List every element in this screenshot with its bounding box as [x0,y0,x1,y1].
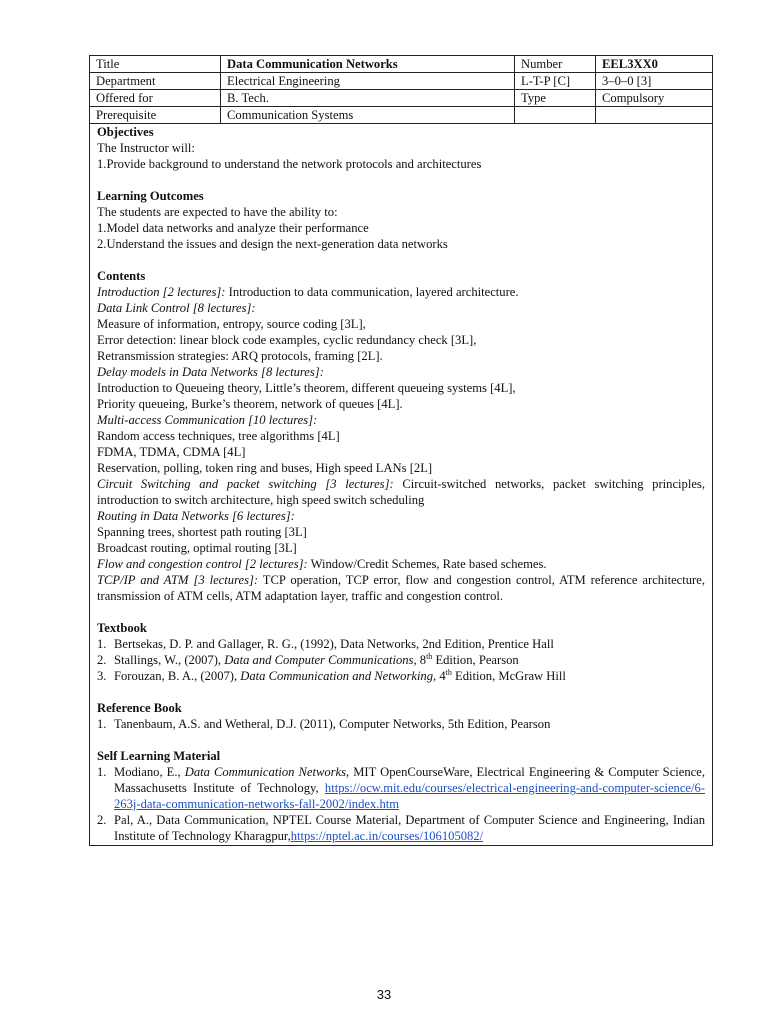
topic-title: Introduction [2 lectures]: [97,285,226,299]
title-label: Title [90,56,221,73]
course-body [90,124,712,845]
topic-text: TCP operation, TCP error, flow and congestion control, ATM reference architecture, transmission of ATM cells, ATM adaptation layer, traffic and congestion control. [97,573,705,603]
list-text: Modiano, E., Data Communication Networks, MIT OpenCourseWare, Electrical Engineering & Computer Science, Massachusetts Institute of Technology, https://ocw.mit.edu/courses/electrical-engineering-and-computer-science/6-263j-data-communication-networks-fall-2002/index.htm [114,765,705,811]
contents-intro [97,284,705,300]
contents-flow [97,556,705,572]
department-value: Electrical Engineering [221,73,515,90]
topic-line: Priority queueing, Burke’s theorem, network of queues [4L]. [97,397,403,411]
list-text: Forouzan, B. A., (2007), Data Communication and Networking, 4th Edition, McGraw Hill [114,667,566,683]
number-label: Number [515,56,596,73]
topic-text: Introduction to data communication, layered architecture. [225,285,519,299]
reference-heading: Reference Book [97,701,182,715]
table-row [90,90,712,107]
list-number: 2. [97,653,107,667]
list-number: 3. [97,669,107,683]
list-number: 2. [97,813,107,827]
topic-text: Circuit-switched networks, packet switching principles, introduction to switch architecture, high speed switch scheduling [97,477,705,507]
ltp-label: L-T-P [C] [515,73,596,90]
list-item [97,652,705,668]
contents-switching [97,476,705,508]
course-sheet [89,55,713,846]
topic-text: Window/Credit Schemes, Rate based schemes. [307,557,547,571]
list-item [97,764,705,812]
topic-line: Measure of information, entropy, source coding [3L], [97,317,366,331]
type-label: Type [515,90,596,107]
nptel-link[interactable]: https://nptel.ac.in/courses/106105082/ [290,829,484,843]
course-number: EEL3XX0 [596,56,713,73]
topic-title: Circuit Switching and packet switching [3 lectures]: [97,477,394,491]
objectives-heading: Objectives [97,125,154,139]
department-label: Department [90,73,221,90]
mit-ocw-link[interactable]: https://ocw.mit.edu/courses/electrical-engineering-and-computer-science/6-263j-data-communication-networks-fall-2002/index.htm [114,781,705,811]
table-row [90,107,712,124]
list-number: 1. [97,765,107,779]
offered-label: Offered for [90,90,221,107]
contents-tcp [97,572,705,604]
topic-line: FDMA, TDMA, CDMA [4L] [97,445,246,459]
list-item [97,716,705,732]
topic-line: Error detection: linear block code examples, cyclic redundancy check [3L], [97,333,477,347]
list-item [97,636,705,652]
contents-heading: Contents [97,269,146,283]
prereq-value: Communication Systems [221,107,515,124]
list-text: Bertsekas, D. P. and Gallager, R. G., (1992), Data Networks, 2nd Edition, Prentice Hall [114,637,554,651]
topic-line: Spanning trees, shortest path routing [3L] [97,525,307,539]
textbook-heading: Textbook [97,621,147,635]
list-item [97,812,705,844]
objective-item: 1.Provide background to understand the network protocols and architectures [97,157,482,171]
topic-title: Flow and congestion control [2 lectures]: [97,557,308,571]
prereq-label: Prerequisite [90,107,221,124]
list-text: Tanenbaum, A.S. and Wetheral, D.J. (2011), Computer Networks, 5th Edition, Pearson [114,717,551,731]
outcome-item: 2.Understand the issues and design the next-generation data networks [97,237,448,251]
outcome-item: 1.Model data networks and analyze their performance [97,221,369,235]
table-row [90,56,712,73]
topic-title: Data Link Control [8 lectures]: [97,301,256,315]
topic-line: Random access techniques, tree algorithms [4L] [97,429,340,443]
offered-value: B. Tech. [221,90,515,107]
topic-title: Routing in Data Networks [6 lectures]: [97,509,295,523]
topic-line: Retransmission strategies: ARQ protocols, framing [2L]. [97,349,383,363]
topic-title: TCP/IP and ATM [3 lectures]: [97,573,259,587]
list-number: 1. [97,637,107,651]
list-item [97,668,705,684]
self-learning-heading: Self Learning Material [97,749,221,763]
list-text: Stallings, W., (2007), Data and Computer Communications, 8th Edition, Pearson [114,651,519,667]
type-value: Compulsory [596,90,713,107]
ltp-value: 3–0–0 [3] [596,73,713,90]
list-text: Pal, A., Data Communication, NPTEL Course Material, Department of Computer Science and Engineering, Indian Institute of Technology Kharagpur,https://nptel.ac.in/courses/106105082/ [114,813,705,843]
topic-title: Multi-access Communication [10 lectures]: [97,413,318,427]
objectives-intro: The Instructor will: [97,141,195,155]
page-number: 33 [376,987,392,1002]
empty-cell [596,107,713,124]
table-row [90,73,712,90]
list-number: 1. [97,717,107,731]
outcomes-heading: Learning Outcomes [97,189,204,203]
topic-line: Broadcast routing, optimal routing [3L] [97,541,297,555]
course-title: Data Communication Networks [221,56,515,73]
topic-title: Delay models in Data Networks [8 lectures]: [97,365,324,379]
outcomes-intro: The students are expected to have the ability to: [97,205,338,219]
topic-line: Introduction to Queueing theory, Little’s theorem, different queueing systems [4L], [97,381,516,395]
course-info-table [90,56,712,124]
empty-cell [515,107,596,124]
topic-line: Reservation, polling, token ring and buses, High speed LANs [2L] [97,461,433,475]
